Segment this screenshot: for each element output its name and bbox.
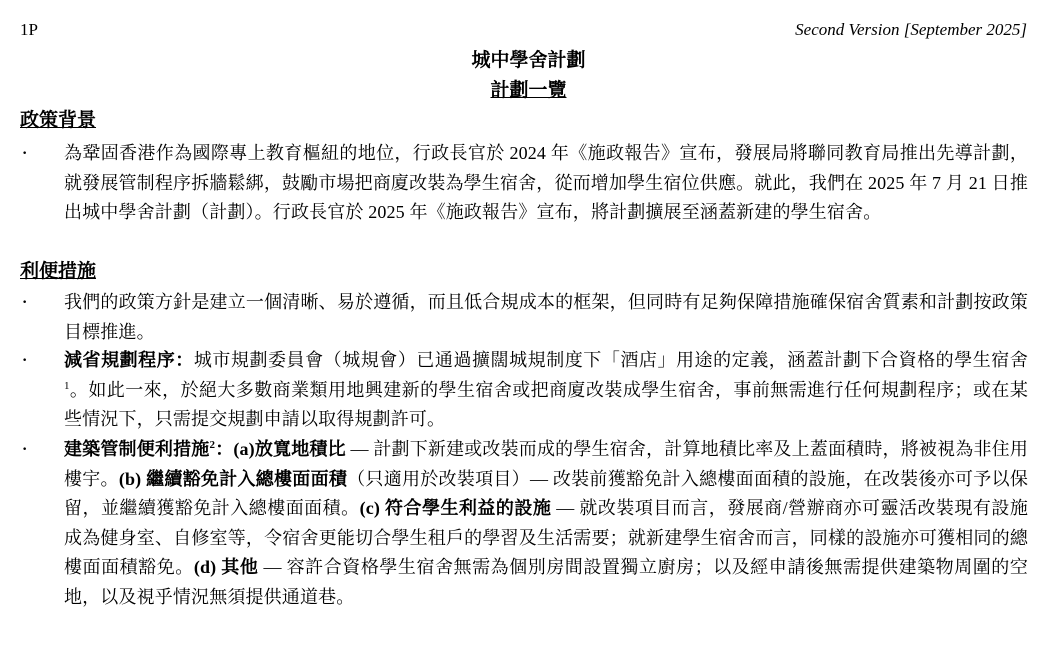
paragraph-background: 為鞏固香港作為國際專上教育樞紐的地位，行政長官於 2024 年《施政報告》宣布，發展局將聯同教育局推出先導計劃，就發展管制程序拆牆鬆綁，鼓勵市場把商廈改裝為學生宿舍，從而增加學生宿位供應。就此，我們在 2025 年 7 月 21 日推出城中學舍計劃（計劃）。行政長官於 2025 年《施政報告》宣布，將計劃擴展至涵蓋新建的學生宿舍。 — [64, 143, 1028, 222]
paragraph-planning-procedures — [64, 346, 1028, 435]
bullet-marker: · — [22, 441, 28, 458]
label-c: (c) 符合學生利益的設施 — [359, 498, 552, 518]
footnote-ref-2[interactable]: 2 — [209, 439, 216, 451]
paragraph-policy-approach: 我們的政策方針是建立一個清晰、易於遵循，而且低合規成本的框架，但同時有足夠保障措施確保宿舍質素和計劃按政策目標推進。 — [64, 292, 1028, 342]
bullet-marker: · — [22, 145, 28, 162]
page-number: 1P — [20, 20, 38, 39]
label-b: (b) 繼續豁免計入總樓面面積 — [118, 468, 348, 489]
section-heading-background: 政策背景 — [20, 110, 97, 131]
bullet-marker: · — [22, 294, 28, 311]
document-title: 城中學舍計劃 — [471, 50, 586, 71]
lead-colon: ： — [215, 439, 234, 459]
text-d: — 容許合資格學生宿舍無需為個別房間設置獨立廚房；以及經申請後無需提供建築物周圍的空地，以及視乎情況無須提供通道巷。 — [64, 557, 1028, 607]
lead-planning-procedures: 減省規劃程序： — [64, 350, 194, 370]
lead-building-control: 建築管制便利措施 — [64, 439, 210, 459]
text-c: — 就改裝項目而言，發展商/營辦商亦可靈活改裝現有設施成為健身室、自修室等，令宿舍更能切合學生租戶的學習及生活需要；就新建學生宿舍而言，同樣的設施亦可獲相同的總樓面面積豁免。 — [64, 498, 1028, 577]
footnote-ref-1[interactable]: 1 — [64, 379, 70, 392]
document-subtitle: 計劃一覽 — [490, 80, 567, 101]
text-b: （只適用於改裝項目）— 改裝前獲豁免計入總樓面面積的設施，在改裝後亦可予以保留，並繼續獲豁免計入總樓面面積。 — [64, 468, 1029, 518]
version-label: Second Version [September 2025] — [795, 20, 1027, 39]
label-a: (a)放寬地積比 — [233, 439, 346, 459]
planning-text-a: 城市規劃委員會（城規會）已通過擴闊城規制度下「酒店」用途的定義，涵蓋計劃下合資格的學生宿舍 — [193, 350, 1028, 370]
paragraph-building-control — [64, 435, 1028, 612]
text-a: — 計劃下新建或改裝而成的學生宿舍，計算地積比率及上蓋面積時，將被視為非住用樓宇。 — [64, 439, 1028, 489]
section-heading-measures: 利便措施 — [20, 261, 97, 282]
bullet-marker: · — [22, 352, 28, 369]
label-d: (d) 其他 — [193, 557, 259, 577]
planning-text-b: 。如此一來，於絕大多數商業類用地興建新的學生宿舍或把商廈改裝成學生宿舍，事前無需進行任何規劃程序；或在某些情況下，只需提交規劃申請以取得規劃許可。 — [64, 379, 1028, 429]
